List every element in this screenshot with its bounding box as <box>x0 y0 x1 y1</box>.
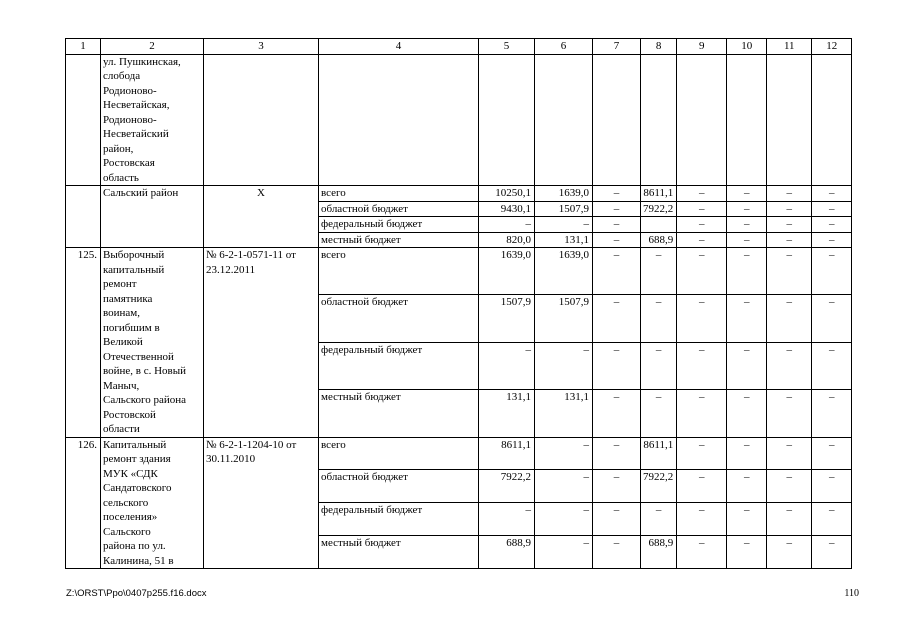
value-cell: – <box>593 503 641 536</box>
value-cell: 8611,1 <box>641 437 677 470</box>
document-ref <box>204 248 319 438</box>
col-header: 7 <box>593 39 641 55</box>
address-cell <box>101 54 204 186</box>
value-cell: – <box>593 201 641 217</box>
value-cell: – <box>641 248 677 295</box>
name-line: ремонт <box>103 278 137 290</box>
value-cell: – <box>677 217 727 233</box>
item-number <box>66 186 101 248</box>
value-cell: – <box>479 503 535 536</box>
name-line: МУК «СДК <box>103 467 158 480</box>
value-cell: 1507,9 <box>535 295 593 342</box>
doc-line: 30.11.2010 <box>206 453 256 465</box>
value-cell: – <box>727 536 767 569</box>
col-header: 4 <box>319 39 479 55</box>
value-cell: – <box>812 295 852 342</box>
value-cell: – <box>812 232 852 248</box>
empty-cell <box>727 54 767 186</box>
value-cell: – <box>479 217 535 233</box>
value-cell: – <box>641 503 677 536</box>
empty-cell <box>767 54 812 186</box>
item-number: 125. <box>66 248 101 438</box>
name-line: Калинина, 51 в <box>103 554 174 567</box>
value-cell: – <box>677 503 727 536</box>
name-line: ремонт здания <box>103 453 171 465</box>
value-cell: 131,1 <box>535 390 593 437</box>
address-line: ул. Пушкинская, <box>103 55 181 68</box>
funding-source: местный бюджет <box>319 390 479 437</box>
value-cell: – <box>641 390 677 437</box>
address-line: Несветайский <box>103 128 169 140</box>
col-header: 10 <box>727 39 767 55</box>
object-name <box>101 437 204 569</box>
funding-source: федеральный бюджет <box>319 217 479 233</box>
value-cell: – <box>593 536 641 569</box>
value-cell: 131,1 <box>535 232 593 248</box>
funding-source: областной бюджет <box>319 295 479 342</box>
funding-source: местный бюджет <box>319 232 479 248</box>
value-cell: – <box>593 342 641 389</box>
table-row <box>66 186 852 202</box>
name-line: поселения» <box>103 511 158 523</box>
value-cell: – <box>812 503 852 536</box>
value-cell: – <box>727 217 767 233</box>
value-cell: – <box>677 470 727 503</box>
value-cell: – <box>812 248 852 295</box>
value-cell: – <box>727 390 767 437</box>
empty-cell <box>593 54 641 186</box>
col-header: 9 <box>677 39 727 55</box>
col-header: 3 <box>204 39 319 55</box>
value-cell: – <box>593 295 641 342</box>
col-header: 12 <box>812 39 852 55</box>
value-cell: – <box>593 186 641 202</box>
value-cell: – <box>767 536 812 569</box>
value-cell: – <box>767 217 812 233</box>
value-cell: – <box>767 342 812 389</box>
value-cell: – <box>812 186 852 202</box>
file-path: Z:\ORST\Ppo\0407p255.f16.docx <box>66 588 207 599</box>
name-line: капитальный <box>103 263 165 276</box>
col-header: 11 <box>767 39 812 55</box>
value-cell: – <box>812 342 852 389</box>
value-cell: – <box>727 295 767 342</box>
value-cell: 7922,2 <box>479 470 535 503</box>
address-line: слобода <box>103 70 141 82</box>
value-cell: 8611,1 <box>479 437 535 470</box>
value-cell: – <box>677 248 727 295</box>
budget-table <box>65 38 852 569</box>
funding-source: всего <box>319 248 479 295</box>
name-line: памятника <box>103 292 153 305</box>
value-cell: 7922,2 <box>641 201 677 217</box>
col-header: 5 <box>479 39 535 55</box>
col-header: 2 <box>101 39 204 55</box>
value-cell: – <box>727 186 767 202</box>
value-cell: 131,1 <box>479 390 535 437</box>
value-cell: – <box>727 248 767 295</box>
name-line: Маныч, <box>103 379 140 392</box>
name-line: Сальского <box>103 525 151 538</box>
name-line: Великой <box>103 336 143 348</box>
funding-source: всего <box>319 437 479 470</box>
value-cell: – <box>677 201 727 217</box>
value-cell: – <box>767 390 812 437</box>
value-cell: – <box>677 536 727 569</box>
value-cell: – <box>593 232 641 248</box>
name-line: района по ул. <box>103 540 166 552</box>
value-cell: – <box>677 390 727 437</box>
name-line: Сальского района <box>103 394 187 406</box>
name-line: Выборочный <box>103 249 165 261</box>
address-line: район, <box>103 142 134 155</box>
value-cell: – <box>641 295 677 342</box>
value-cell: 7922,2 <box>641 470 677 503</box>
value-cell: – <box>593 437 641 470</box>
empty-cell <box>812 54 852 186</box>
doc-line: Х <box>257 187 265 199</box>
address-line: Родионово- <box>103 84 157 97</box>
value-cell: – <box>727 470 767 503</box>
value-cell: – <box>812 390 852 437</box>
value-cell <box>641 217 677 233</box>
value-cell: – <box>677 342 727 389</box>
address-line: Родионово- <box>103 113 157 126</box>
value-cell: – <box>767 232 812 248</box>
value-cell: – <box>727 503 767 536</box>
value-cell: 820,0 <box>479 232 535 248</box>
empty-cell <box>641 54 677 186</box>
value-cell: – <box>727 437 767 470</box>
col-header: 1 <box>66 39 101 55</box>
doc-line: № 6-2-1-1204-10 от <box>206 438 297 451</box>
value-cell: – <box>593 470 641 503</box>
empty-cell <box>66 54 101 186</box>
empty-cell <box>535 54 593 186</box>
value-cell: – <box>727 232 767 248</box>
value-cell: 1639,0 <box>479 248 535 295</box>
value-cell: – <box>812 536 852 569</box>
funding-source: областной бюджет <box>319 201 479 217</box>
value-cell: 1639,0 <box>535 186 593 202</box>
value-cell: – <box>767 201 812 217</box>
funding-source: всего <box>319 186 479 202</box>
name-line: Капитальный <box>103 438 167 451</box>
item-number: 126. <box>66 437 101 569</box>
value-cell: – <box>479 342 535 389</box>
object-name <box>101 248 204 438</box>
value-cell: – <box>535 470 593 503</box>
value-cell: – <box>767 437 812 470</box>
value-cell: 1507,9 <box>479 295 535 342</box>
value-cell: – <box>535 437 593 470</box>
col-header: 8 <box>641 39 677 55</box>
value-cell: – <box>812 201 852 217</box>
value-cell: 688,9 <box>641 232 677 248</box>
table-row <box>66 437 852 470</box>
col-header: 6 <box>535 39 593 55</box>
name-line: Сандатовского <box>103 482 172 494</box>
value-cell: – <box>812 470 852 503</box>
value-cell: – <box>535 342 593 389</box>
value-cell: – <box>535 217 593 233</box>
value-cell: 688,9 <box>641 536 677 569</box>
empty-cell <box>319 54 479 186</box>
value-cell: – <box>727 201 767 217</box>
document-ref <box>204 437 319 569</box>
page-number: 110 <box>844 588 859 599</box>
value-cell: – <box>593 248 641 295</box>
value-cell: 9430,1 <box>479 201 535 217</box>
name-line: погибшим в <box>103 321 160 334</box>
value-cell: 1507,9 <box>535 201 593 217</box>
funding-source: федеральный бюджет <box>319 503 479 536</box>
name-line: области <box>103 423 140 435</box>
value-cell: – <box>767 186 812 202</box>
value-cell: – <box>593 390 641 437</box>
name-line: Сальский район <box>103 187 179 199</box>
value-cell: – <box>812 437 852 470</box>
value-cell: – <box>677 232 727 248</box>
funding-source: местный бюджет <box>319 536 479 569</box>
value-cell: – <box>767 295 812 342</box>
value-cell: – <box>677 186 727 202</box>
value-cell: – <box>767 248 812 295</box>
value-cell: 1639,0 <box>535 248 593 295</box>
column-number-row <box>66 39 852 55</box>
document-ref <box>204 186 319 248</box>
value-cell: – <box>812 217 852 233</box>
name-line: Отечественной <box>103 350 174 363</box>
value-cell: – <box>641 342 677 389</box>
empty-cell <box>677 54 727 186</box>
funding-source: областной бюджет <box>319 470 479 503</box>
value-cell: – <box>535 536 593 569</box>
value-cell: – <box>593 217 641 233</box>
empty-cell <box>204 54 319 186</box>
name-line: войне, в с. Новый <box>103 365 187 377</box>
value-cell: – <box>677 437 727 470</box>
doc-line: № 6-2-1-0571-11 от <box>206 249 296 261</box>
funding-source: федеральный бюджет <box>319 342 479 389</box>
name-line: Ростовской <box>103 408 156 421</box>
empty-cell <box>479 54 535 186</box>
object-name <box>101 186 204 248</box>
value-cell: – <box>767 470 812 503</box>
value-cell: – <box>535 503 593 536</box>
value-cell: 688,9 <box>479 536 535 569</box>
value-cell: 8611,1 <box>641 186 677 202</box>
value-cell: – <box>727 342 767 389</box>
value-cell: 10250,1 <box>479 186 535 202</box>
address-line: Несветайская, <box>103 99 170 111</box>
continuation-row <box>66 54 852 186</box>
name-line: сельского <box>103 496 149 509</box>
table-row <box>66 248 852 295</box>
name-line: воинам, <box>103 307 140 319</box>
value-cell: – <box>677 295 727 342</box>
doc-line: 23.12.2011 <box>206 263 256 276</box>
value-cell: – <box>767 503 812 536</box>
address-line: Ростовская <box>103 157 155 169</box>
address-line: область <box>103 171 139 184</box>
